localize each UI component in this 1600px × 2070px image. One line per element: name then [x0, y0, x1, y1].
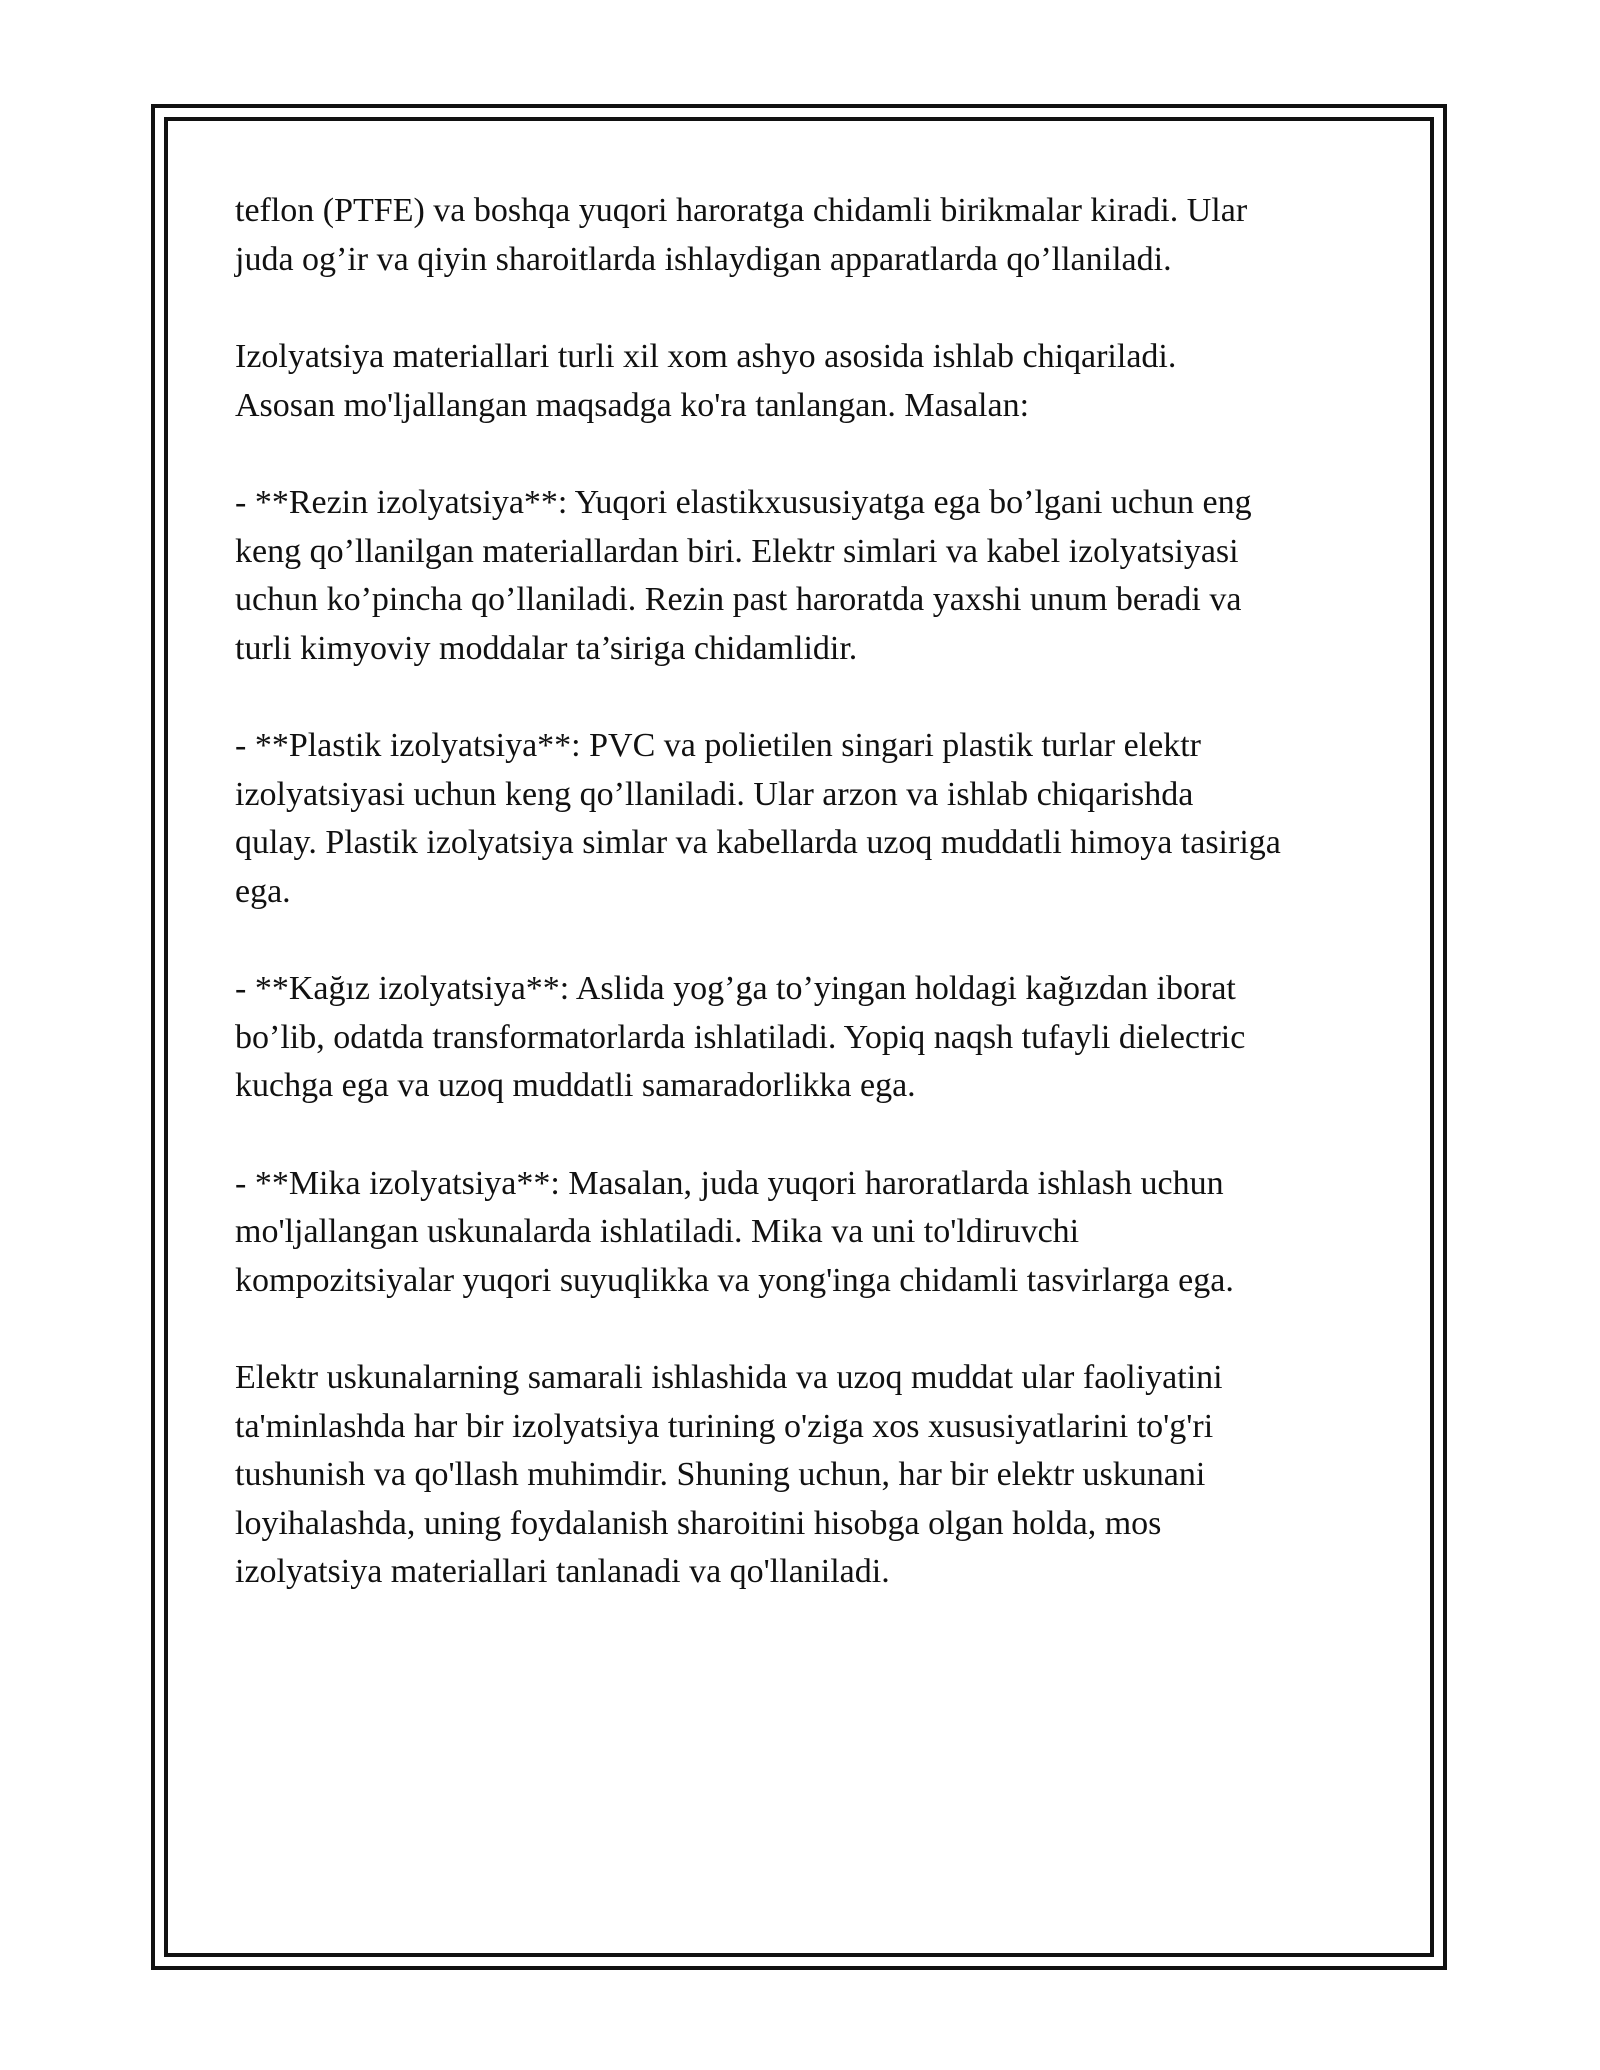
document-body	[235, 187, 1385, 1646]
paragraph-conclusion: Elektr uskunalarning samarali ishlashida va uzoq muddat ular faoliyatini ta'minlashda har bir izolyatsiya turining o'ziga xos xususiyatlarini to'g'ri tushunish va qo'llash muhimdir. Shuning uchun, har bir elektr uskunani loyihalashda, uning foydalanish sharoitini hisobga olgan holda, mos izolyatsiya materiallari tanlanadi va qo'llaniladi.	[235, 1359, 1223, 1590]
paragraph-plastic-insulation: - **Plastik izolyatsiya**: PVC va polietilen singari plastik turlar elektr izolyatsiyasi uchun keng qo’llaniladi. Ular arzon va ishlab chiqarishda qulay. Plastik izolyatsiya simlar va kabellarda uzoq muddatli himoya tasiriga ega.	[235, 727, 1281, 910]
paragraph-intro: Izolyatsiya materiallari turli xil xom ashyo asosida ishlab chiqariladi. Asosan mo'ljallangan maqsadga ko'ra tanlangan. Masalan:	[235, 338, 1177, 424]
paragraph-continuation: teflon (PTFE) va boshqa yuqori haroratga chidamli birikmalar kiradi. Ular juda og’ir va qiyin sharoitlarda ishlaydigan apparatlarda qo’llaniladi.	[235, 192, 1248, 278]
paragraph-rubber-insulation: - **Rezin izolyatsiya**: Yuqori elastikxususiyatga ega bo’lgani uchun eng keng qo’llanilgan materiallardan biri. Elektr simlari va kabel izolyatsiyasi uchun ko’pincha qo’llaniladi. Rezin past haroratda yaxshi unum beradi va turli kimyoviy moddalar ta’siriga chidamlidir.	[235, 484, 1252, 667]
paragraph-paper-insulation: - **Kağız izolyatsiya**: Aslida yog’ga to’yingan holdagi kağızdan iborat bo’lib, odatda transformatorlarda ishlatiladi. Yopiq naqsh tufayli dielectric kuchga ega va uzoq muddatli samaradorlikka ega.	[235, 970, 1246, 1104]
paragraph-mica-insulation: - **Mika izolyatsiya**: Masalan, juda yuqori haroratlarda ishlash uchun mo'ljallangan uskunalarda ishlatiladi. Mika va uni to'ldiruvchi kompozitsiyalar yuqori suyuqlikka va yong'inga chidamli tasvirlarga ega.	[235, 1164, 1234, 1299]
